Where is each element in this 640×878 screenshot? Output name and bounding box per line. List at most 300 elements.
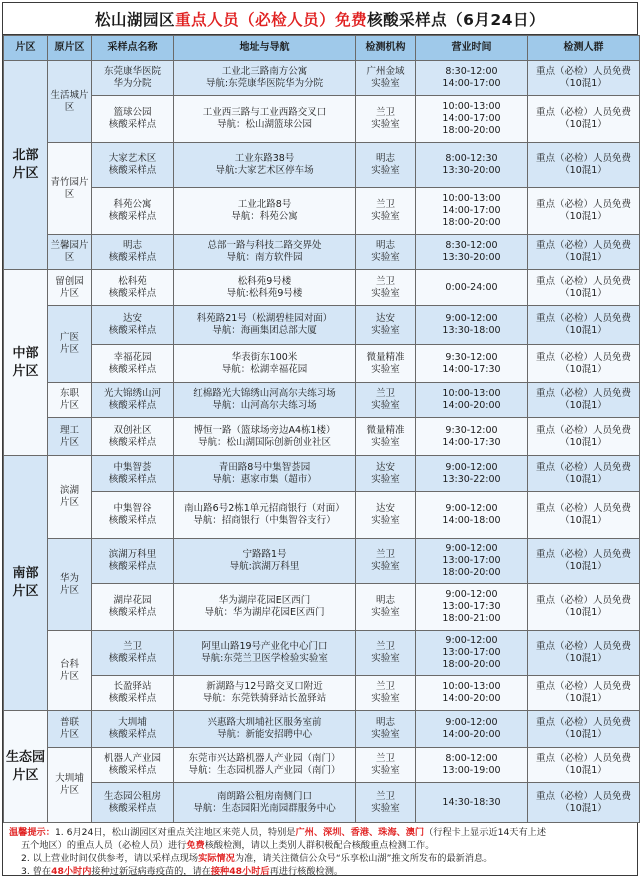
address-cell-line: 新湖路与12号路交叉口附近 <box>206 681 323 692</box>
address-cell-line: 导航:滨湖万科里 <box>229 561 300 572</box>
hours-cell-line: 13:00-17:00 <box>442 555 501 566</box>
hours-cell <box>416 383 528 418</box>
note-3-highlight-1: 48小时内 <box>51 866 92 877</box>
address-cell-line: 导航:大家艺术区停车场 <box>215 165 314 176</box>
site-name-cell <box>92 584 174 631</box>
lab-cell-line: 实验室 <box>371 211 400 222</box>
crowd-cell-line: （10混1） <box>560 165 607 176</box>
table-row <box>4 584 640 631</box>
site-name-cell-line: 核酸采样点 <box>108 363 157 375</box>
note-3-text-b: 接种过新冠病毒疫苗的，请在 <box>91 866 211 877</box>
site-name-cell <box>92 235 174 270</box>
lab-cell-line: 实验室 <box>371 119 400 130</box>
lab-cell <box>356 96 416 143</box>
lab-cell-line: 实验室 <box>371 165 400 176</box>
site-name-cell <box>92 61 174 96</box>
address-cell-line: 红棉路光大锦绣山河高尔夫练习场 <box>193 388 336 399</box>
crowd-cell-line: 重点（必检）人员免费 <box>535 681 631 692</box>
zone-cell-line: 片区 <box>12 363 39 379</box>
crowd-cell-line: 重点（必检）人员免费 <box>535 66 631 77</box>
lab-cell-line: 实验室 <box>371 287 400 299</box>
address-cell-line: 导航:东莞康华医院华为分院 <box>205 78 324 89</box>
crowd-cell-line: 重点（必检）人员免费 <box>535 753 631 764</box>
crowd-cell <box>528 631 640 676</box>
crowd-cell-line: 重点（必检）人员免费 <box>535 790 631 802</box>
lab-cell <box>356 61 416 96</box>
subzone-cell <box>48 235 92 270</box>
crowd-cell-line: （10混1） <box>560 765 607 776</box>
lab-cell <box>356 456 416 492</box>
lab-cell <box>356 584 416 631</box>
subzone-cell <box>48 711 92 748</box>
lab-cell-line: 实验室 <box>371 607 400 618</box>
site-name-cell-line: 核酸采样点 <box>108 693 157 704</box>
crowd-cell-line: 重点（必检）人员免费 <box>535 199 631 210</box>
crowd-cell <box>528 61 640 96</box>
zone-cell-line: 片区 <box>12 767 39 783</box>
lab-cell <box>356 306 416 345</box>
hours-cell-line: 9:00-12:00 <box>445 313 498 324</box>
crowd-cell-line: （10混1） <box>560 325 607 336</box>
lab-cell-line: 微量精准 <box>366 351 405 363</box>
crowd-cell <box>528 783 640 823</box>
hours-cell-line: 18:00-20:00 <box>442 125 501 136</box>
hours-cell-line: 0:00-24:00 <box>445 281 498 293</box>
site-name-cell-line: 大家艺术区 <box>108 153 157 164</box>
header-row <box>4 36 640 61</box>
subzone-cell <box>48 418 92 456</box>
hours-cell-line: 9:00-12:00 <box>445 503 498 514</box>
hours-cell-line: 13:00-17:00 <box>442 647 501 658</box>
subzone-cell-line: 片区 <box>59 436 79 448</box>
address-cell-line: 南山路6号2栋1单元招商银行（对面） <box>184 503 345 514</box>
crowd-cell <box>528 188 640 235</box>
lab-cell-line: 实验室 <box>371 473 400 485</box>
lab-cell-line: 实验室 <box>371 436 400 448</box>
site-name-cell <box>92 418 174 456</box>
lab-cell-line: 实验室 <box>371 653 400 664</box>
hours-cell-line: 10:00-13:00 <box>442 193 501 204</box>
lab-cell-line: 兰卫 <box>375 199 395 210</box>
crowd-cell-line: 重点（必检）人员免费 <box>535 503 631 514</box>
address-cell-line: 导航：生态园机器人产业园（南门） <box>188 765 341 776</box>
site-name-cell <box>92 631 174 676</box>
hours-cell-line: 14:00-20:00 <box>442 693 501 704</box>
hours-cell-line: 9:30-12:00 <box>445 424 498 436</box>
header-hours: 营业时间 <box>416 36 528 61</box>
hours-cell-line: 8:30-12:00 <box>445 240 498 251</box>
address-cell-line: 工业东路38号 <box>234 153 295 164</box>
address-cell-line: 华为湖岸花园E区西门 <box>218 595 311 606</box>
site-name-cell <box>92 748 174 783</box>
site-name-cell-line: 东莞康华医院 <box>103 66 161 77</box>
lab-cell-line: 兰卫 <box>375 275 395 287</box>
address-cell-line: 导航:东莞兰卫医学检验实验室 <box>201 653 328 664</box>
note-1-text-a: 1. 6月24日，松山湖园区对重点关注地区来莞人员，特别是 <box>54 827 296 838</box>
note-1-cont <box>9 839 631 852</box>
hours-cell <box>416 143 528 188</box>
crowd-cell-line: （10混1） <box>560 729 607 740</box>
note-2-text-a: 2. 以上营业时间仅供参考，请以采样点现场 <box>21 853 199 864</box>
crowd-cell <box>528 235 640 270</box>
table-row <box>4 711 640 748</box>
site-name-cell <box>92 539 174 584</box>
address-cell-line: 导航：华为湖岸花园E区西门 <box>204 607 325 618</box>
hours-cell-line: 14:00-20:00 <box>442 729 501 740</box>
site-name-cell-line: 核酸采样点 <box>108 607 157 618</box>
hours-cell-line: 10:00-13:00 <box>442 101 501 112</box>
subzone-cell-line: 片区 <box>59 287 79 299</box>
notes-panel <box>3 823 637 878</box>
header-site-name: 采样点名称 <box>92 36 174 61</box>
address-cell-line: 青田路8号中集智荟园 <box>218 461 311 473</box>
lab-cell-line: 实验室 <box>371 325 400 336</box>
lab-cell-line: 兰卫 <box>375 107 395 118</box>
table-row <box>4 143 640 188</box>
hours-cell-line: 10:00-13:00 <box>442 681 501 692</box>
address-cell-line: 导航：松山湖国际创新创业社区 <box>197 436 331 448</box>
site-name-cell-line: 核酸采样点 <box>108 765 157 776</box>
subzone-cell-line: 兰馨园片 <box>50 240 89 251</box>
lab-cell-line: 兰卫 <box>375 641 395 652</box>
site-name-cell <box>92 306 174 345</box>
crowd-cell-line: 重点（必检）人员免费 <box>535 351 631 363</box>
crowd-cell-line: 重点（必检）人员免费 <box>535 107 631 118</box>
site-name-cell <box>92 143 174 188</box>
address-cell-line: 博恒一路（篮球场旁边A4栋1楼） <box>193 424 336 436</box>
site-name-cell-line: 双创社区 <box>113 424 152 436</box>
crowd-cell-line: （10混1） <box>560 436 607 448</box>
site-name-cell-line: 华为分院 <box>113 78 152 89</box>
address-cell-line: 工业北路8号 <box>237 199 292 210</box>
lab-cell <box>356 711 416 748</box>
zone-cell-line: 中部 <box>12 345 39 361</box>
lab-cell-line: 实验室 <box>371 363 400 375</box>
header-original-zone: 原片区 <box>48 36 92 61</box>
crowd-cell-line: （10混1） <box>560 363 607 375</box>
lab-cell <box>356 345 416 383</box>
header-crowd: 检测人群 <box>528 36 640 61</box>
hours-cell-line: 14:00-20:00 <box>442 400 501 411</box>
lab-cell-line: 达安 <box>375 503 395 514</box>
subzone-cell-line: 片区 <box>59 400 79 411</box>
crowd-cell <box>528 711 640 748</box>
address-cell-line: 导航：惠家市集（超市） <box>212 473 317 485</box>
hours-cell-line: 14:00-17:00 <box>442 205 501 216</box>
lab-cell <box>356 235 416 270</box>
subzone-cell-line: 台科 <box>59 658 79 670</box>
hours-cell-line: 14:00-18:00 <box>442 515 501 526</box>
lab-cell-line: 广州金域 <box>366 66 405 77</box>
address-cell-line: 导航：海画集团总部大厦 <box>212 325 317 336</box>
lab-cell <box>356 188 416 235</box>
address-cell-line: 导航：科苑公寓 <box>231 211 298 222</box>
hours-cell-line: 18:00-20:00 <box>442 217 501 228</box>
lab-cell-line: 明志 <box>375 153 395 164</box>
hours-cell-line: 9:00-12:00 <box>445 543 498 554</box>
crowd-cell <box>528 748 640 783</box>
table-body <box>4 61 640 823</box>
site-name-cell-line: 核酸采样点 <box>108 653 157 664</box>
lab-cell-line: 微量精准 <box>366 424 405 436</box>
note-1-text-d: 核酸检测，请以上类别人群积极配合核酸重点检测工作。 <box>204 840 435 851</box>
subzone-cell <box>48 748 92 823</box>
table-row <box>4 96 640 143</box>
crowd-cell-line: （10混1） <box>560 119 607 130</box>
crowd-cell <box>528 96 640 143</box>
site-name-cell <box>92 676 174 711</box>
crowd-cell-line: （10混1） <box>560 287 607 299</box>
crowd-cell-line: 重点（必检）人员免费 <box>535 313 631 324</box>
lab-cell-line: 实验室 <box>371 765 400 776</box>
site-name-cell-line: 机器人产业园 <box>103 753 161 764</box>
crowd-cell-line: 重点（必检）人员免费 <box>535 240 631 251</box>
crowd-cell <box>528 539 640 584</box>
hours-cell <box>416 539 528 584</box>
zone-cell <box>4 270 48 456</box>
zone-cell <box>4 61 48 270</box>
site-name-cell-line: 兰卫 <box>122 641 142 652</box>
zone-cell <box>4 711 48 823</box>
zone-cell-line: 北部 <box>12 148 39 163</box>
site-name-cell <box>92 711 174 748</box>
lab-cell-line: 兰卫 <box>375 388 395 399</box>
crowd-cell <box>528 383 640 418</box>
subzone-cell <box>48 143 92 235</box>
site-name-cell-line: 明志 <box>122 240 142 251</box>
address-cell-line: 工业北三路南方公寓 <box>221 66 308 77</box>
hours-cell <box>416 235 528 270</box>
hours-cell-line: 13:00-19:00 <box>442 765 501 776</box>
site-name-cell-line: 核酸采样点 <box>108 802 157 814</box>
zone-cell-line: 片区 <box>12 584 39 599</box>
crowd-cell <box>528 676 640 711</box>
crowd-cell <box>528 345 640 383</box>
lab-cell-line: 明志 <box>375 240 395 251</box>
address-cell-line: 南朗路公租房南侧门口 <box>216 790 312 802</box>
crowd-cell-line: （10混1） <box>560 78 607 89</box>
site-name-cell <box>92 456 174 492</box>
address-cell-line: 宁路路1号 <box>242 549 287 560</box>
address-cell-line: 导航：生态园阳光南园群服务中心 <box>193 802 336 814</box>
site-name-cell <box>92 783 174 823</box>
note-3 <box>9 865 631 878</box>
address-cell <box>174 539 356 584</box>
note-1-text-c: 五个地区）的重点人员（必检人员）进行 <box>21 840 187 851</box>
lab-cell-line: 实验室 <box>371 802 400 814</box>
site-name-cell-line: 核酸采样点 <box>108 252 157 263</box>
sampling-sheet <box>2 2 638 876</box>
lab-cell <box>356 676 416 711</box>
address-cell <box>174 711 356 748</box>
site-name-cell <box>92 492 174 539</box>
lab-cell <box>356 492 416 539</box>
table-row <box>4 188 640 235</box>
table-row <box>4 456 640 492</box>
lab-cell-line: 实验室 <box>371 561 400 572</box>
site-name-cell-line: 大圳埔 <box>118 717 147 728</box>
title-part-1: 松山湖园区 <box>95 10 176 29</box>
hours-cell-line: 9:00-12:00 <box>445 717 498 728</box>
hours-cell-line: 8:30-12:00 <box>445 66 498 77</box>
hours-cell-line: 8:00-12:30 <box>445 153 498 164</box>
hours-cell <box>416 631 528 676</box>
lab-cell-line: 兰卫 <box>375 753 395 764</box>
hours-cell <box>416 492 528 539</box>
address-cell-line: 导航：松湖幸福花园 <box>221 363 308 375</box>
lab-cell-line: 兰卫 <box>375 549 395 560</box>
crowd-cell <box>528 418 640 456</box>
lab-cell <box>356 748 416 783</box>
site-name-cell-line: 核酸采样点 <box>108 211 157 222</box>
site-name-cell-line: 核酸采样点 <box>108 165 157 176</box>
crowd-cell <box>528 143 640 188</box>
lab-cell-line: 实验室 <box>371 400 400 411</box>
lab-cell-line: 实验室 <box>371 729 400 740</box>
table-row <box>4 270 640 306</box>
page-title <box>3 3 637 35</box>
hours-cell-line: 14:00-17:30 <box>442 436 501 448</box>
crowd-cell-line: 重点（必检）人员免费 <box>535 461 631 473</box>
note-1-free: 免费 <box>186 840 205 851</box>
crowd-cell-line: （10混1） <box>560 211 607 222</box>
crowd-cell-line: （10混1） <box>560 653 607 664</box>
crowd-cell-line: 重点（必检）人员免费 <box>535 424 631 436</box>
subzone-cell-line: 大圳埔 <box>55 773 84 784</box>
crowd-cell <box>528 492 640 539</box>
address-cell <box>174 456 356 492</box>
crowd-cell <box>528 584 640 631</box>
lab-cell-line: 实验室 <box>371 515 400 526</box>
crowd-cell-line: （10混1） <box>560 561 607 572</box>
table-row <box>4 676 640 711</box>
site-name-cell <box>92 96 174 143</box>
address-cell <box>174 143 356 188</box>
hours-cell <box>416 345 528 383</box>
sampling-table <box>3 35 640 823</box>
subzone-cell <box>48 306 92 383</box>
address-cell-line: 松科苑9号楼 <box>237 275 292 287</box>
crowd-cell-line: 重点（必检）人员免费 <box>535 641 631 652</box>
subzone-cell-line: 片区 <box>59 670 79 682</box>
lab-cell <box>356 270 416 306</box>
hours-cell-line: 8:00-12:00 <box>445 753 498 764</box>
lab-cell-line: 兰卫 <box>375 790 395 802</box>
table-row <box>4 631 640 676</box>
subzone-cell-line: 片区 <box>59 497 79 508</box>
crowd-cell <box>528 456 640 492</box>
site-name-cell <box>92 188 174 235</box>
notes-heading: 温馨提示： <box>9 827 55 838</box>
site-name-cell <box>92 345 174 383</box>
hours-cell-line: 14:30-18:30 <box>442 796 501 808</box>
header-lab: 检测机构 <box>356 36 416 61</box>
subzone-cell-line: 华为 <box>59 572 79 584</box>
note-3-text-a: 3. 曾在 <box>21 866 52 877</box>
address-cell-line: 导航：松山湖篮球公园 <box>216 119 312 130</box>
zone-cell <box>4 456 48 711</box>
address-cell <box>174 306 356 345</box>
site-name-cell-line: 生态园公租房 <box>103 790 161 802</box>
address-cell-line: 导航：南方软件园 <box>226 252 303 263</box>
lab-cell <box>356 383 416 418</box>
crowd-cell <box>528 306 640 345</box>
table-row <box>4 783 640 823</box>
address-cell <box>174 783 356 823</box>
subzone-cell <box>48 270 92 306</box>
subzone-cell-line: 青竹园片 <box>50 176 89 188</box>
table-row <box>4 306 640 345</box>
crowd-cell-line: 重点（必检）人员免费 <box>535 275 631 287</box>
hours-cell <box>416 306 528 345</box>
address-cell <box>174 235 356 270</box>
subzone-cell-line: 片区 <box>59 729 79 740</box>
site-name-cell-line: 篮球公园 <box>113 107 152 118</box>
hours-cell <box>416 584 528 631</box>
subzone-cell <box>48 631 92 711</box>
note-2 <box>9 852 631 865</box>
hours-cell-line: 9:00-12:00 <box>445 635 498 646</box>
site-name-cell <box>92 383 174 418</box>
table-row <box>4 418 640 456</box>
lab-cell-line: 达安 <box>375 461 395 473</box>
lab-cell-line: 达安 <box>375 313 395 324</box>
crowd-cell-line: （10混1） <box>560 252 607 263</box>
address-cell <box>174 676 356 711</box>
site-name-cell-line: 中集智谷 <box>113 503 152 514</box>
site-name-cell-line: 核酸采样点 <box>108 729 157 740</box>
hours-cell <box>416 456 528 492</box>
site-name-cell <box>92 270 174 306</box>
address-cell-line: 导航：新能安招聘中心 <box>216 729 312 740</box>
subzone-cell-line: 滨湖 <box>59 485 79 496</box>
site-name-cell-line: 幸福花园 <box>113 351 152 363</box>
site-name-cell-line: 核酸采样点 <box>108 287 157 299</box>
lab-cell <box>356 539 416 584</box>
hours-cell <box>416 783 528 823</box>
title-part-3: 免费 <box>335 10 368 29</box>
hours-cell <box>416 748 528 783</box>
hours-cell <box>416 61 528 96</box>
note-2-text-b: 为准，请关注微信公众号“乐享松山湖”推文所发布的最新消息。 <box>234 853 493 864</box>
note-1 <box>9 826 631 839</box>
lab-cell-line: 实验室 <box>371 78 400 89</box>
site-name-cell-line: 松科苑 <box>118 275 147 287</box>
zone-cell-line: 片区 <box>12 166 39 181</box>
note-3-highlight-2: 接种48小时后 <box>210 866 270 877</box>
hours-cell-line: 14:00-17:30 <box>442 363 501 375</box>
header-zone: 片区 <box>4 36 48 61</box>
note-1-text-b: （行程卡上显示近14天有上述 <box>424 827 547 838</box>
address-cell <box>174 631 356 676</box>
address-cell-line: 总部一路与科技二路交界处 <box>207 240 322 251</box>
note-1-places: 广州、深圳、香港、珠海、澳门 <box>295 827 425 838</box>
hours-cell <box>416 711 528 748</box>
address-cell <box>174 492 356 539</box>
site-name-cell-line: 光大锦绣山河 <box>103 388 161 399</box>
lab-cell-line: 明志 <box>375 595 395 606</box>
table-row <box>4 748 640 783</box>
hours-cell-line: 9:00-12:00 <box>445 461 498 473</box>
zone-cell-line: 生态园 <box>5 749 45 765</box>
lab-cell <box>356 418 416 456</box>
subzone-cell-line: 区 <box>64 101 75 113</box>
site-name-cell-line: 核酸采样点 <box>108 473 157 485</box>
subzone-cell-line: 普联 <box>59 717 79 728</box>
address-cell-line: 兴惠路大圳埔社区服务室前 <box>207 717 322 728</box>
crowd-cell-line: （10混1） <box>560 473 607 485</box>
crowd-cell-line: 重点（必检）人员免费 <box>535 153 631 164</box>
